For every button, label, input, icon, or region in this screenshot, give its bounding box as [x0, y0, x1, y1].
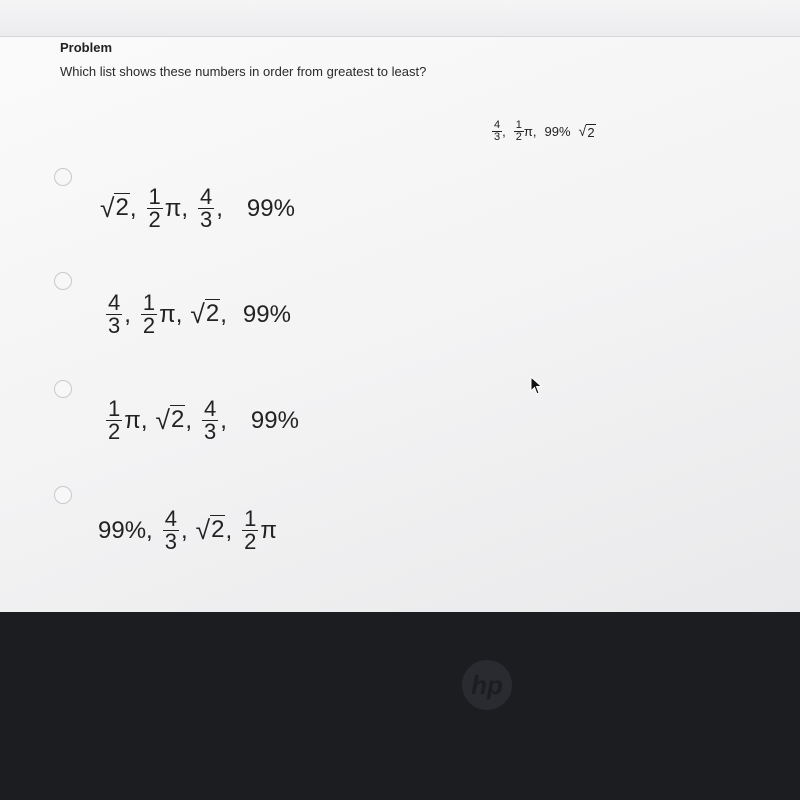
option-a-radio[interactable]	[54, 168, 74, 188]
fraction-four-thirds: $\frac{4}{3}$	[164, 506, 177, 554]
option-a-answer[interactable]: √ 2 , $\frac{1}{2}$ π , $\frac{4}{3}$ , 99%	[100, 184, 295, 232]
square-root: √ 2	[100, 193, 129, 223]
option-d-answer[interactable]: 99% , $\frac{4}{3}$ , √ 2 , $\frac{1}{2}$ π	[98, 506, 277, 554]
square-root: √ 2	[195, 515, 225, 545]
laptop-bezel	[0, 612, 800, 800]
option-d-radio[interactable]	[54, 486, 74, 506]
fraction-one-half: $\frac{1}{2}$	[244, 506, 257, 554]
pi-symbol: π	[124, 406, 141, 434]
logo-text: hp	[471, 669, 503, 700]
pi-symbol: π	[523, 124, 533, 139]
square-root: √ 2	[155, 405, 185, 435]
percent-value: 99%	[250, 406, 299, 434]
numerator: 4	[494, 119, 501, 131]
option-c-radio[interactable]	[54, 380, 74, 400]
percent-value: 99%	[246, 194, 295, 222]
numerator: 1	[515, 119, 522, 131]
radicand: 2	[587, 124, 595, 140]
denominator: 3	[494, 131, 501, 143]
radio-circle[interactable]	[54, 168, 72, 186]
percent-value: 99%	[544, 124, 571, 139]
percent-value: 99%	[98, 516, 147, 544]
given-numbers: $\frac{4}{3}$ , $\frac{1}{2}$ π , 99% √ 2	[494, 119, 595, 143]
hp-logo	[462, 660, 512, 710]
fraction-four-thirds: $\frac{4}{3}$	[204, 396, 217, 444]
mouse-pointer-icon	[530, 376, 544, 396]
option-b-answer[interactable]: $\frac{4}{3}$ , $\frac{1}{2}$ π , √ 2 , 99%	[108, 290, 291, 338]
fraction-four-thirds: $\frac{4}{3}$	[200, 184, 213, 232]
question-text: Which list shows these numbers in order from greatest to least?	[60, 64, 427, 79]
pi-symbol: π	[260, 516, 277, 544]
percent-value: 99%	[242, 300, 291, 328]
top-bar	[0, 0, 800, 37]
fraction-four-thirds: $\frac{4}{3}$	[108, 290, 121, 338]
pi-symbol: π	[164, 194, 182, 222]
fraction-one-half: $\frac{1}{2}$	[108, 396, 121, 444]
radio-circle[interactable]	[54, 272, 72, 290]
option-b-radio[interactable]	[54, 272, 74, 292]
option-c-answer[interactable]: $\frac{1}{2}$ π , √ 2 , $\frac{4}{3}$ , 99%	[108, 396, 299, 444]
problem-heading: Problem	[60, 40, 113, 55]
square-root: √ 2	[578, 123, 595, 140]
fraction-four-thirds	[492, 120, 502, 143]
fraction-one-half	[514, 120, 524, 143]
fraction-one-half: $\frac{1}{2}$	[142, 290, 156, 338]
denominator: 2	[515, 131, 522, 143]
pi-symbol: π	[159, 300, 176, 328]
radio-circle[interactable]	[54, 486, 72, 504]
radio-circle[interactable]	[54, 380, 72, 398]
square-root: √ 2	[190, 299, 220, 329]
fraction-one-half: $\frac{1}{2}$	[148, 184, 161, 232]
